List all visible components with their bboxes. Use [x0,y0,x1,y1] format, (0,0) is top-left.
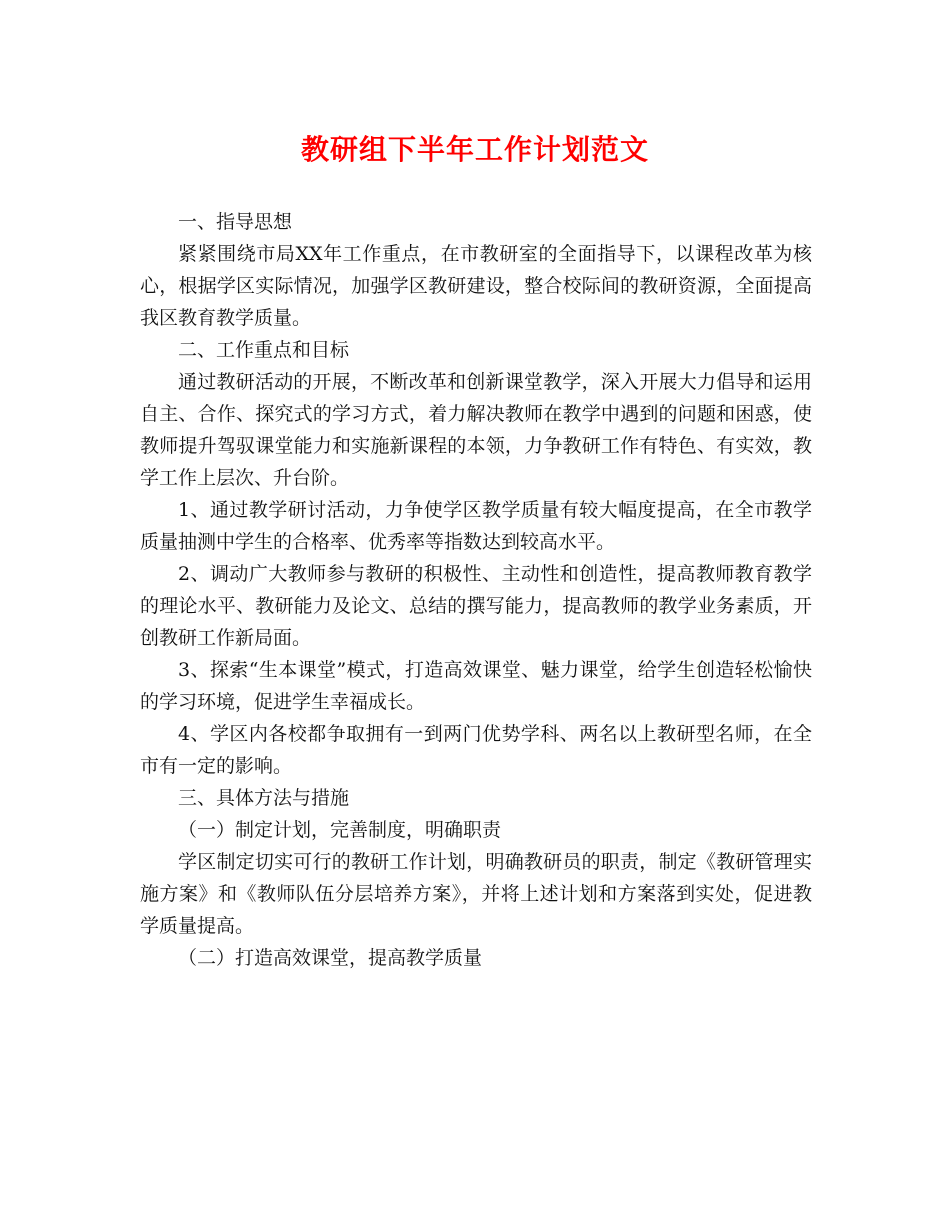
paragraph-guiding-thought: 紧紧围绕市局XX年工作重点，在市教研室的全面指导下，以课程改革为核心，根据学区实际情况，加强学区教研建设，整合校际间的教研资源，全面提高我区教育教学质量。 [140,243,812,329]
paragraph-plan-and-system: 学区制定切实可行的教研工作计划，明确教研员的职责，制定《教研管理实施方案》和《教师队伍分层培养方案》，并将上述计划和方案落到实处，促进教学质量提高。 [140,851,812,937]
document-body [140,206,812,974]
heading-focus-and-goals: 二、工作重点和目标 [178,339,350,361]
paragraph-focus-and-goals: 通过教研活动的开展，不断改革和创新课堂教学，深入开展大力倡导和运用自主、合作、探究式的学习方式，着力解决教师在教学中遇到的问题和困惑，使教师提升驾驭课堂能力和实施新课程的本领，力争教研工作有特色、有实效，教学工作上层次、升台阶。 [140,371,812,489]
goal-item-3: 3、探索“生本课堂”模式，打造高效课堂、魅力课堂，给学生创造轻松愉快的学习环境，促进学生幸福成长。 [140,659,812,713]
document-title: 教研组下半年工作计划范文 [300,133,649,166]
goal-item-2: 2、调动广大教师参与教研的积极性、主动性和创造性，提高教师教育教学的理论水平、教研能力及论文、总结的撰写能力，提高教师的教学业务素质，开创教研工作新局面。 [140,563,812,649]
goal-item-1: 1、通过教学研讨活动，力争使学区教学质量有较大幅度提高，在全市教学质量抽测中学生的合格率、优秀率等指数达到较高水平。 [140,499,812,553]
goal-item-4: 4、学区内各校都争取拥有一到两门优势学科、两名以上教研型名师，在全市有一定的影响。 [140,723,812,777]
subheading-efficient-classroom: （二）打造高效课堂，提高教学质量 [178,947,483,969]
heading-methods-and-measures: 三、具体方法与措施 [178,787,350,809]
subheading-plan-and-system: （一）制定计划，完善制度，明确职责 [178,819,502,841]
heading-guiding-thought: 一、指导思想 [178,211,293,233]
